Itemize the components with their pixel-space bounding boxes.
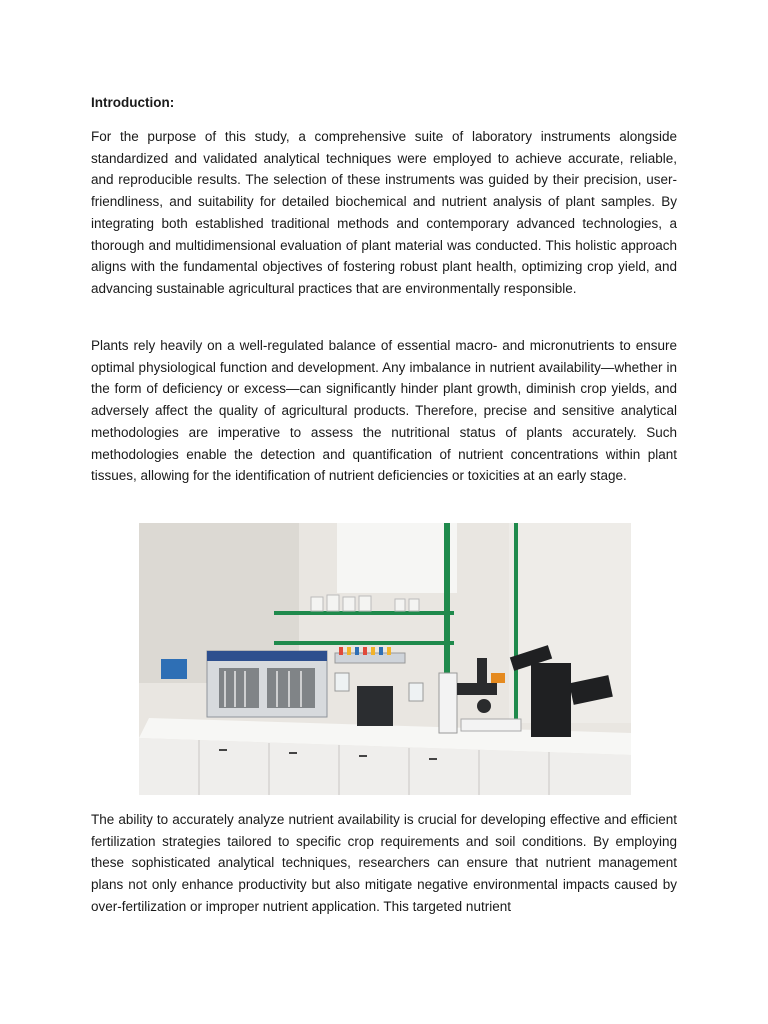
laboratory-photo <box>139 523 631 795</box>
green-shelf-trim-lower <box>274 641 454 645</box>
section-heading: Introduction: <box>91 95 175 110</box>
paragraph-2: Plants rely heavily on a well-regulated balance of essential macro- and micronutrients to ensure optimal physiological function and development. Any imbalance in nutrient availability—whether in the form of deficiency or excess—can significantly hinder plant growth, diminish crop yields, and adversely affect the quality of agricultural products. Therefore, precise and sensitive analytical methodologies are imperative to assess the nutritional status of plants accurately. Such methodologies enable the detection and quantification of nutrient concentrations within plant tissues, allowing for the identification of nutrient deficiencies or toxicities at an early stage. <box>91 338 677 484</box>
blue-box <box>161 659 187 679</box>
paragraph-3: The ability to accurately analyze nutrient availability is crucial for developing effective and efficient fertilization strategies tailored to specific crop requirements and soil conditions. By employing these sophisticated analytical techniques, researchers can ensure that nutrient management plans not only enhance productivity but also mitigate negative environmental impacts caused by over-fertilization or improper nutrient application. This targeted nutrient <box>91 812 677 914</box>
green-shelf-trim <box>274 611 454 615</box>
dark-instrument <box>357 686 393 726</box>
digestion-unit <box>207 651 327 717</box>
paragraph-1: For the purpose of this study, a comprehensive suite of laboratory instruments alongside standardized and validated analytical techniques were employed to achieve accurate, reliable, and reproducible results. The selection of these instruments was guided by their precision, user-friendliness, and suitability for detailed biochemical and nutrient analysis of plant samples. By integrating both established traditional methods and contemporary advanced technologies, a thorough and multidimensional evaluation of plant material was conducted. This holistic approach aligns with the fundamental objectives of fostering robust plant health, optimizing crop yield, and advancing sustainable agricultural practices that are environmentally responsible. <box>91 129 677 296</box>
laboratory-illustration <box>139 523 631 795</box>
green-column-right <box>514 523 518 723</box>
